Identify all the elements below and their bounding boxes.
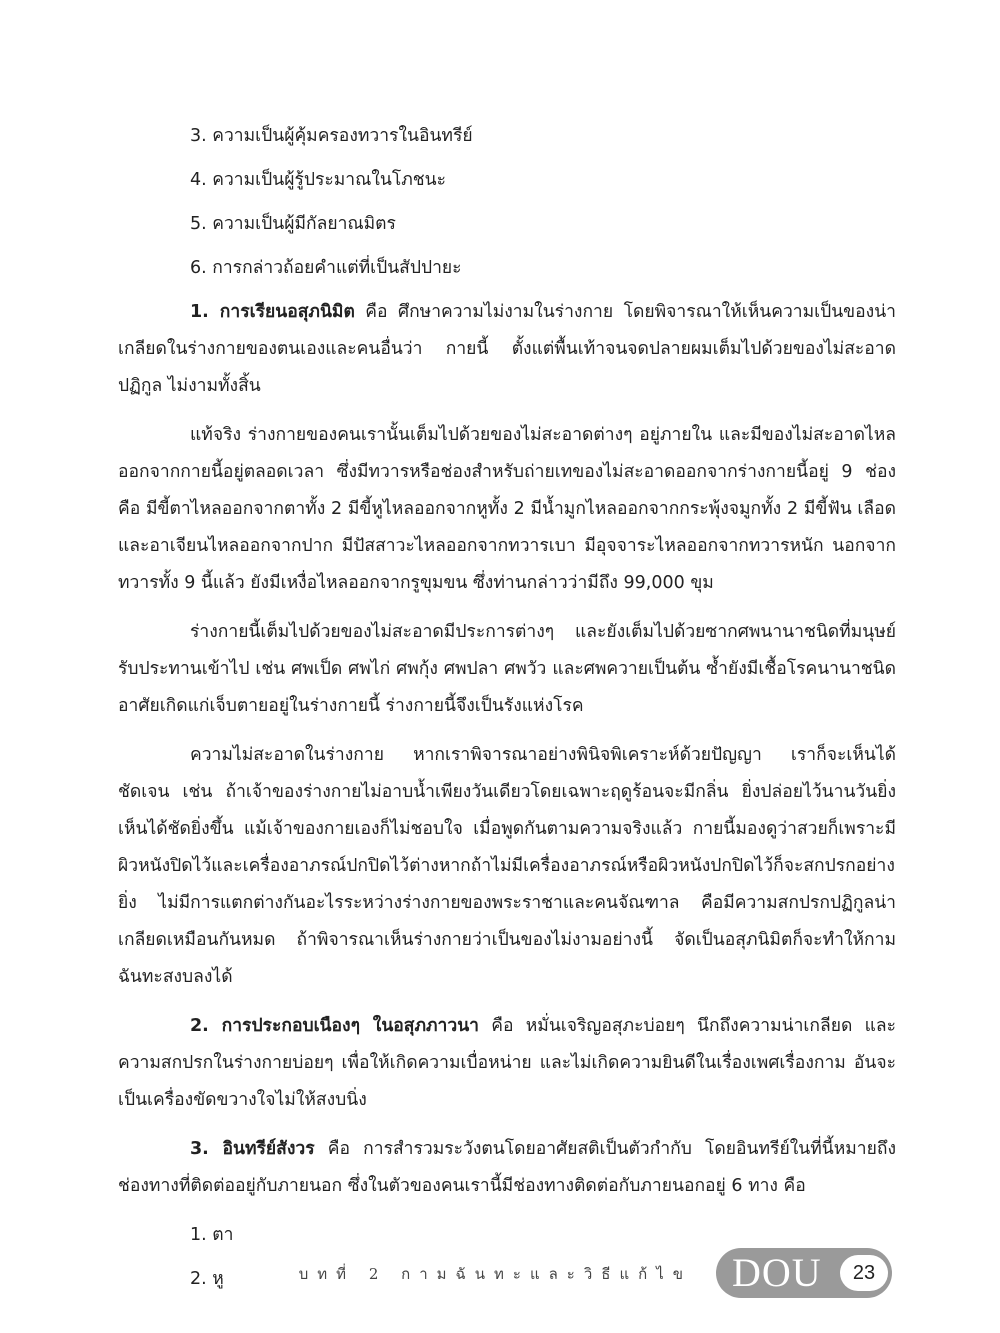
- paragraph-body-contents: [118, 614, 896, 725]
- paragraph-text: คือ ศึกษาความไม่งามในร่างกาย โดยพิจารณาให้เห็นความเป็นของน่าเกลียดในร่างกายของตนเองและคนอื่นว่า กายนี้ ตั้งแต่พื้นเท้าจนจดปลายผมเต็มไปด้วยของไม่สะอาด ปฏิกูล ไม่งามทั้งสิ้น: [118, 302, 896, 396]
- paragraph-text: คือ การสำรวมระวังตนโดยอาศัยสติเป็นตัวกำกับ โดยอินทรีย์ในที่นี้หมายถึง ช่องทางที่ติดต่ออยู่กับภายนอก ซึ่งในตัวของคนเรานี้มีช่องทางติดต่อกับภายนอกอยู่ 6 ทาง คือ: [118, 1139, 897, 1196]
- list-item: 5. ความเป็นผู้มีกัลยาณมิตร: [190, 214, 396, 234]
- list-item: 3. ความเป็นผู้คุ้มครองทวารในอินทรีย์: [190, 126, 473, 146]
- list-item: 1. ตา: [190, 1225, 234, 1245]
- paragraph-heading: 2. การประกอบเนืองๆ ในอสุภภาวนา: [190, 1016, 479, 1036]
- page-footer: [0, 1248, 1000, 1298]
- list-item: 4. ความเป็นผู้รู้ประมาณในโภชนะ: [190, 170, 447, 190]
- page-number: 23: [840, 1255, 888, 1291]
- paragraph-body-reflection: [118, 737, 896, 996]
- paragraph-body-impurities: [118, 417, 896, 602]
- paragraph-asubha-bhavana: [118, 1008, 896, 1119]
- paragraph-text: ร่างกายนี้เต็มไปด้วยของไม่สะอาดมีประการต่างๆ และยังเต็มไปด้วยซากศพนานาชนิดที่มนุษย์รับประทานเข้าไป เช่น ศพเป็ด ศพไก่ ศพกุ้ง ศพปลา ศพวัว และศพควายเป็นต้น ซ้ำยังมีเชื้อโรคนานาชนิดอาศัยเกิดแก่เจ็บตายอยู่ในร่างกายนี้ ร่างกายนี้จึงเป็นรังแห่งโรค: [118, 622, 896, 716]
- paragraph-heading: 3. อินทรีย์สังวร: [190, 1139, 315, 1159]
- list-item: 2. หู: [190, 1269, 224, 1289]
- chapter-title: บทที่ 2 กามฉันทะและวิธีแก้ไข: [298, 1265, 692, 1283]
- paragraph-text: ความไม่สะอาดในร่างกาย หากเราพิจารณาอย่างพินิจพิเคราะห์ด้วยปัญญา เราก็จะเห็นได้ชัดเจน เช่น ถ้าเจ้าของร่างกายไม่อาบน้ำเพียงวันเดียวโดยเฉพาะฤดูร้อนจะมีกลิ่น ยิ่งปล่อยไว้นานวันยิ่งเห็นได้ชัดยิ่งขึ้น แม้เจ้าของกายเองก็ไม่ชอบใจ เมื่อพูดกันตามความจริงแล้ว กายนี้มองดูว่าสวยก็เพราะมีผิวหนังปิดไว้และเครื่องอาภรณ์ปกปิดไว้ต่างหากถ้าไม่มีเครื่องอาภรณ์หรือผิวหนังปกปิดไว้ก็จะสกปรกอย่างยิ่ง ไม่มีการแตกต่างกันอะไรระหว่างร่างกายของพระราชาและคนจัณฑาล คือมีความสกปรกปฏิกูลน่าเกลียดเหมือนกันหมด ถ้าพิจารณาเห็นร่างกายว่าเป็นของไม่งามอย่างนี้ จัดเป็นอสุภนิมิตก็จะทำให้กามฉันทะสงบลงได้: [118, 745, 896, 987]
- dou-logo: DOU: [732, 1250, 822, 1295]
- paragraph-text: แท้จริง ร่างกายของคนเรานั้นเต็มไปด้วยของไม่สะอาดต่างๆ อยู่ภายใน และมีของไม่สะอาดไหลออกจากกายนี้อยู่ตลอดเวลา ซึ่งมีทวารหรือช่องสำหรับถ่ายเทของไม่สะอาดออกจากร่างกายนี้อยู่ 9 ช่อง คือ มีขี้ตาไหลออกจากตาทั้ง 2 มีขี้หูไหลออกจากหูทั้ง 2 มีน้ำมูกไหลออกจากกระพุ้งจมูกทั้ง 2 มีขี้ฟัน เลือด และอาเจียนไหลออกจากปาก มีปัสสาวะไหลออกจากทวารเบา มีอุจจาระไหลออกจากทวารหนัก นอกจาก ทวารทั้ง 9 นี้แล้ว ยังมีเหงื่อไหลออกจากรูขุมขน ซึ่งท่านกล่าวว่ามีถึง 99,000 ขุม: [118, 425, 896, 593]
- dou-badge: [716, 1248, 892, 1298]
- paragraph-indriya-samvara: [118, 1131, 896, 1205]
- list-item: 6. การกล่าวถ้อยคำแต่ที่เป็นสัปปายะ: [190, 258, 462, 278]
- paragraph-text: คือ หมั่นเจริญอสุภะบ่อยๆ นึกถึงความน่าเกลียด และความสกปรกในร่างกายบ่อยๆ เพื่อให้เกิดความเบื่อหน่าย และไม่เกิดความยินดีในเรื่องเพศเรื่องกาม อันจะเป็นเครื่องขัดขวางใจไม่ให้สงบนิ่ง: [118, 1016, 896, 1110]
- paragraph-heading: 1. การเรียนอสุภนิมิต: [190, 302, 355, 322]
- page-body: [118, 118, 896, 1305]
- paragraph-asubha-nimitta: [118, 294, 896, 405]
